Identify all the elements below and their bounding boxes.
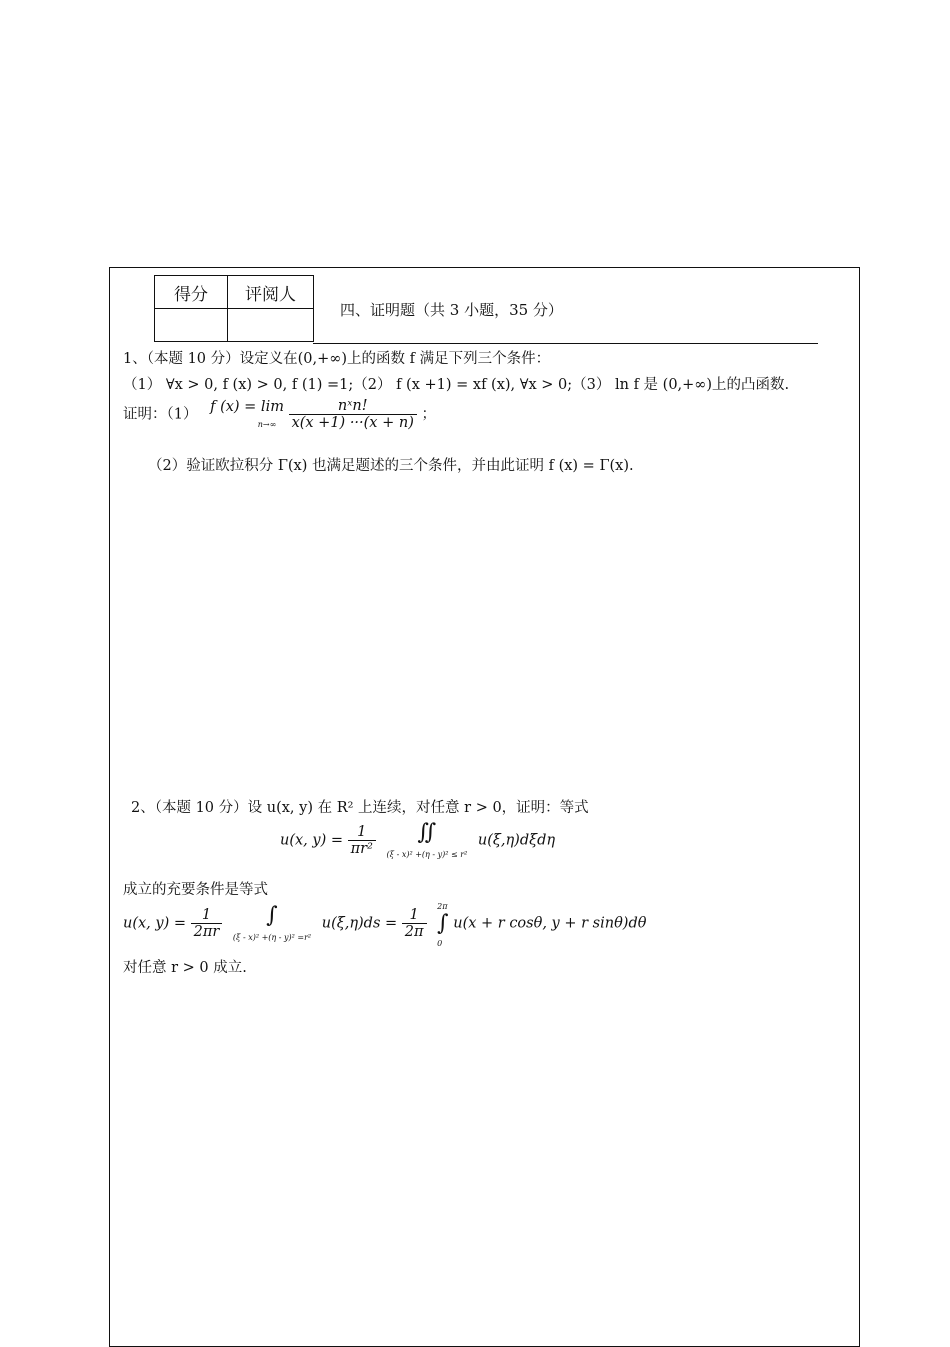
q2-stem: 2、（本题 10 分）设 u(x, y) 在 R² 上连续，对任意 r > 0，证明：等式 bbox=[131, 800, 589, 816]
q2-equation-2 bbox=[123, 898, 646, 949]
reviewer-label: 评阅人 bbox=[228, 276, 314, 309]
q2-eq2-num: 1 bbox=[201, 907, 212, 923]
q2-final: 对任意 r > 0 成立. bbox=[123, 960, 247, 976]
q2-eq1-num: 1 bbox=[357, 824, 367, 840]
q2-middle: 成立的充要条件是等式 bbox=[123, 882, 268, 898]
q2-eq1-domain: (ξ - x)² +(η - y)² ≤ r² bbox=[386, 850, 468, 859]
q2-eq1-den: πr² bbox=[348, 840, 376, 857]
q1-tail: ； bbox=[421, 406, 436, 423]
q1-conditions: （1） ∀x > 0, f (x) > 0, f (1) =1;（2） f (x +1) = xf (x), ∀x > 0;（3） ln f 是 (0,+∞)上的凸函数. bbox=[123, 377, 790, 393]
q1-formula bbox=[123, 398, 436, 431]
q2-eq1-integral: ∬ bbox=[417, 820, 437, 845]
score-cell[interactable] bbox=[155, 309, 228, 342]
q2-eq2-integrand-2: u(x + r cosθ, y + r sinθ)dθ bbox=[453, 915, 647, 932]
q2-eq2-upper: 2π bbox=[437, 902, 448, 911]
q2-eq2-den2: 2π bbox=[402, 923, 427, 940]
reviewer-cell[interactable] bbox=[228, 309, 314, 342]
q2-eq2-integral-2: ∫ bbox=[437, 910, 449, 936]
q1-part2: （2）验证欧拉积分 Γ(x) 也满足题述的三个条件，并由此证明 f (x) = Γ(x). bbox=[148, 458, 634, 474]
score-label: 得分 bbox=[155, 276, 228, 309]
q2-eq2-domain: (ξ - x)² +(η - y)² =r² bbox=[232, 933, 312, 942]
q2-eq1-fraction bbox=[348, 824, 376, 857]
q2-equation-1 bbox=[280, 820, 555, 861]
q2-eq2-lhs: u(x, y) = bbox=[123, 915, 186, 932]
q1-limit-sub: n→∞ bbox=[257, 419, 277, 429]
q2-eq1-lhs: u(x, y) = bbox=[280, 832, 343, 849]
score-table bbox=[154, 275, 314, 342]
q2-eq1-integrand: u(ξ,η)dξdη bbox=[477, 832, 556, 849]
section-divider bbox=[313, 343, 818, 344]
q2-eq2-fraction-2 bbox=[402, 907, 427, 940]
q2-eq2-fraction bbox=[191, 907, 223, 940]
q2-eq2-lower: 0 bbox=[437, 938, 443, 948]
q2-eq2-integrand: u(ξ,η)ds = bbox=[321, 915, 398, 932]
q2-eq2-den: 2πr bbox=[191, 923, 223, 940]
q2-eq2-integral: ∫ bbox=[266, 903, 278, 928]
q1-numerator: nˣn! bbox=[337, 398, 368, 414]
q1-formula-lhs: f (x) = lim bbox=[210, 398, 284, 415]
q1-prove-label: 证明：（1） bbox=[123, 406, 198, 423]
section-title: 四、证明题（共 3 小题，35 分） bbox=[340, 301, 563, 319]
q1-denominator: x(x +1) ···(x + n) bbox=[289, 414, 417, 431]
q2-eq2-num2: 1 bbox=[409, 907, 419, 923]
q1-fraction bbox=[289, 398, 417, 431]
q1-stem: 1、（本题 10 分）设定义在(0,+∞)上的函数 f 满足下列三个条件： bbox=[123, 351, 551, 367]
